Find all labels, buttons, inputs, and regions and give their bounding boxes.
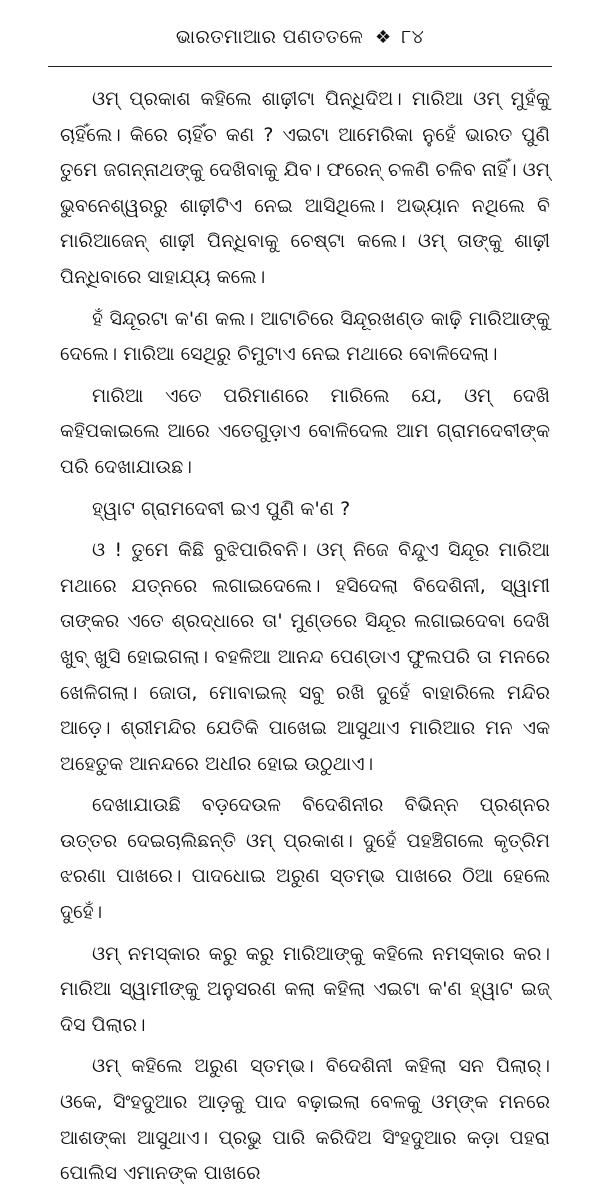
paragraph-6: ଦେଖାଯାଉଛି ବଡ଼ଦେଉଳ ବିଦେଶିନୀର ବିଭିନ୍ନ ପ୍ରଶ୍ନର ଉତ୍ତର ଦେଇଚାଲିଛନ୍ତି ଓମ୍ ପ୍ରକାଶ। ଦୁହେଁ ପହଞ୍ଚିଗଲେ କୃତ୍ରିମ ଝରଣା ପାଖରେ। ପାଦଧୋଇ ଅରୁଣ ସ୍ତମ୍ଭ ପାଖରେ ଠିଆ ହେଲେ ଦୁହେଁ। [60, 794, 550, 924]
paragraph-1: ଓମ୍ ପ୍ରକାଶ କହିଲେ ଶାଢ଼ୀଟା ପିନ୍ଧିଦିଅ। ମାରିଆ ଓମ୍ ମୁହଁକୁ ଚାହିଁଲେ। କିରେ ଚାହିଁଚ କଣ ? ଏଇଟା ଆମେରିକା ନୁହେଁ ଭାରତ ପୁଣି ତୁମେ ଜଗନ୍ନାଥଙ୍କୁ ଦେଖିବାକୁ ଯିବ। ଫରେନ୍ ଚଳଣି ଚଳିବ ନାହିଁ। ଓମ୍ ଭୁବନେଶ୍ୱରରୁ ଶାଢ଼ୀଟିଏ ନେଇ ଆସିଥିଲେ। ଅଭ୍ୟାନ ନଥିଲେ ବି ମାରିଆଜେନ୍ ଶାଢ଼ୀ ପିନ୍ଧିବାକୁ ଚେଷ୍ଟା କଲେ। ଓମ୍ ତାଙ୍କୁ ଶାଢ଼ୀ ପିନ୍ଧିବାରେ ସାହାଯ୍ୟ କଲେ। [60, 88, 550, 288]
page-number: ୮୪ [401, 26, 425, 48]
running-header [0, 26, 600, 48]
paragraph-4: ହ୍ୱାଟ ଗ୍ରାମଦେବୀ ଇଏ ପୁଣି କ'ଣ ? [92, 497, 351, 520]
paragraph-8: ଓମ୍ କହିଲେ ଅରୁଣ ସ୍ତମ୍ଭ। ବିଦେଶିନୀ କହିଲା ସନ ପିଲାର୍। ଓକେ, ସିଂହଦୁଆର ଆଡ଼କୁ ପାଦ ବଢ଼ାଇଲା ବେଳକୁ ଓମ୍‌ଙ୍କ ମନରେ ଆଶଙ୍କା ଆସୁଥାଏ। ପ୍ରଭୁ ପାରି କରିଦିଅ ସିଂହଦୁଆର କଡ଼ା ପହରା ପୋଲିସ ଏମାନଙ୍କ ପାଖରେ [60, 1055, 550, 1185]
book-title: ଭାରତମାଆର ପଣତତଳେ [175, 26, 363, 48]
ornament-icon: ❖ [374, 27, 392, 48]
paragraph-7: ଓମ୍ ନମସ୍କାର କରୁ କରୁ ମାରିଆଙ୍କୁ କହିଲେ ନମସ୍କାର କର। ମାରିଆ ସ୍ୱାମୀଙ୍କୁ ଅନୁସରଣ କଲା କହିଲା ଏଇଟା କ'ଣ ହ୍ୱାଟ ଇଜ୍ ଦିସ ପିଲାର। [60, 942, 550, 1036]
body-text [60, 82, 550, 1198]
header-divider [48, 66, 552, 67]
paragraph-2: ହଁ ସିନ୍ଦୂରଟା କ'ଣ କଲ। ଆଟାଚିରେ ସିନ୍ଦୂରଖଣ୍ଡ କାଢ଼ି ମାରିଆଙ୍କୁ ଦେଲେ। ମାରିଆ ସେଥିରୁ ଚିମୁଟାଏ ନେଇ ମଥାରେ ବୋଳିଦେଲା। [60, 307, 550, 366]
paragraph-3: ମାରିଆ ଏତେ ପରିମାଣରେ ମାରିଲେ ଯେ, ଓମ୍ ଦେଖି କହିପକାଇଲେ ଆରେ ଏତେଗୁଡ଼ାଏ ବୋଳିଦେଲ ଆମ ଗ୍ରାମଦେବୀଙ୍କ ପରି ଦେଖାଯାଉଛ। [60, 384, 550, 478]
paragraph-5: ଓ ! ତୁମେ କିଛି ବୁଝିପାରିବନି। ଓମ୍ ନିଜେ ବିନ୍ଦୁଏ ସିନ୍ଦୂର ମାରିଆ ମଥାରେ ଯତ୍ନରେ ଲଗାଇଦେଲେ। ହସିଦେଲା ବିଦେଶିନୀ, ସ୍ୱାମୀ ତାଙ୍କର ଏତେ ଶ୍ରଦ୍ଧାରେ ତା' ମୁଣ୍ଡରେ ସିନ୍ଦୂର ଲଗାଇଦେବା ଦେଖି ଖୁବ୍ ଖୁସି ହୋଇଗଲା। ବହଳିଆ ଆନନ୍ଦ ପେଣ୍ଡାଏ ଫୁଲପରି ତା ମନରେ ଖେଳିଗଲା। ଜୋତା, ମୋବାଇଲ୍ ସବୁ ରଖି ଦୁହେଁ ବାହାରିଲେ ମନ୍ଦିର ଆଡ଼େ। ଶ୍ରୀମନ୍ଦିର ଯେତିକି ପାଖେଇ ଆସୁଥାଏ ମାରିଆର ମନ ଏକ ଅହେତୁକ ଆନନ୍ଦରେ ଅଧୀର ହୋଇ ଉଠୁଥାଏ। [60, 539, 550, 775]
